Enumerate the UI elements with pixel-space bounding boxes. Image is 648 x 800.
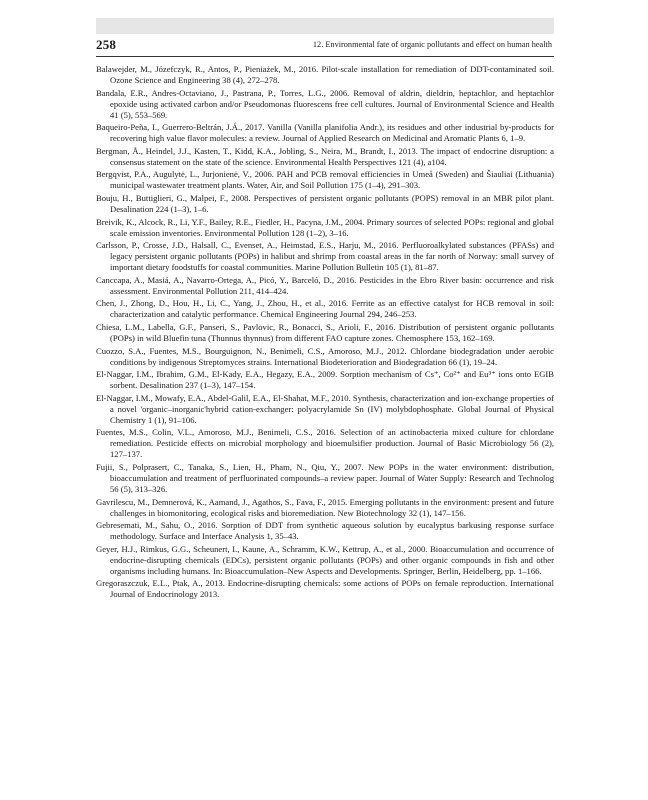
reference-entry: Carlsson, P., Crosse, J.D., Halsall, C., Evenset, A., Heimstad, E.S., Harju, M., 2016. Perfluoroalkylated substances (PFASs) and legacy persistent organic pollutants (POPs) in halibut and shrimp from coastal areas in the far north of Norway: small survey of important dietary foodstuffs for coastal communities. Marine Pollution Bulletin 105 (1), 81–87. [96,240,554,273]
reference-entry: Baqueiro-Peña, I., Guerrero-Beltrán, J.Á., 2017. Vanilla (Vanilla planifolia Andr.), its residues and other industrial by-products for recovering high value flavor molecules: a review. Journal of Applied Research on Medicinal and Aromatic Plants 6, 1–9. [96,122,554,144]
reference-entry: Chiesa, L.M., Labella, G.F., Panseri, S., Pavlovic, R., Bonacci, S., Arioli, F., 2016. Distribution of persistent organic pollutants (POPs) in wild Bluefin tuna (Thunnus thynnus) from different FAO capture zones. Chemosphere 153, 162–169. [96,321,554,343]
page-header [96,36,554,54]
reference-entry: Bergman, Å., Heindel, J.J., Kasten, T., Kidd, K.A., Jobling, S., Neira, M., Brandt, I., 2013. The impact of endocrine disruption: a consensus statement on the state of the science. Environmental Health Perspectives 121 (4), a104. [96,145,554,167]
reference-entry: Balawejder, M., Józefczyk, R., Antos, P., Pieniażek, M., 2016. Pilot-scale installation for remediation of DDT-contaminated soil. Ozone Science and Engineering 38 (4), 272–278. [96,64,554,85]
reference-entry: Fuentes, M.S., Colin, V.L., Amoroso, M.J., Benimeli, C.S., 2016. Selection of an actinobacteria mixed culture for chlordane remediation. Pesticide effects on microbial morphology and bioemulsifier production. Journal of Basic Microbiology 56 (2), 127–137. [96,427,554,460]
reference-entry: El-Naggar, I.M., Ibrahim, G.M., El-Kady, E.A., Hegazy, E.A., 2009. Sorption mechanism of Cs⁺, Co²⁺ and Eu³⁺ ions onto EGIB sorbent. Desalination 237 (1–3), 147–154. [96,369,554,391]
reference-entry: Gebresemati, M., Sahu, O., 2016. Sorption of DDT from synthetic aqueous solution by eucalyptus barkusing response surface methodology. Surface and Interface Analysis 1, 35–43. [96,520,554,542]
running-head: 12. Environmental fate of organic pollutants and effect on human health [312,40,552,49]
reference-entry: Fujii, S., Polprasert, C., Tanaka, S., Lien, H., Pham, N., Qiu, Y., 2007. New POPs in the water environment: distribution, bioaccumulation and treatment of perfluorinated compounds–a review paper. Journal of Water Supply: Research and Technolog 56 (5), 313–326. [96,461,554,494]
reference-entry: Gregoraszczuk, E.L., Ptak, A., 2013. Endocrine-disrupting chemicals: some actions of POPs on female reproduction. International Journal of Endocrinology 2013. [96,578,554,600]
reference-entry: Geyer, H.J., Rimkus, G.G., Scheunert, I., Kaune, A., Schramm, K.W., Kettrup, A., et al., 2000. Bioaccumulation and occurrence of endocrine-disrupting chemicals (EDCs), persistent organic pollutants (POPs) and other organic compounds in fish and other organisms including humans. In: Bioaccumulation–New Aspects and Developments. Springer, Berlin, Heidelberg, pp. 1–166. [96,543,554,576]
reference-entry: Gavrilescu, M., Demnerová, K., Aamand, J., Agathos, S., Fava, F., 2015. Emerging pollutants in the environment: present and future challenges in biomonitoring, ecological risks and bioremediation. New Biotechnology 32 (1), 147–156. [96,496,554,518]
reference-entry: Breivik, K., Alcock, R., Li, Y.F., Bailey, R.E., Fiedler, H., Pacyna, J.M., 2004. Primary sources of selected POPs: regional and global scale emission inventories. Environmental Pollution 128 (1–2), 3–16. [96,216,554,238]
reference-entry: Chen, J., Zhong, D., Hou, H., Li, C., Yang, J., Zhou, H., et al., 2016. Ferrite as an effective catalyst for HCB removal in soil: characterization and catalytic performance. Chemical Engineering Journal 294, 246–253. [96,298,554,320]
reference-entry: Bouju, H., Buttiglieri, G., Malpei, F., 2008. Perspectives of persistent organic pollutants (POPS) removal in an MBR pilot plant. Desalination 224 (1–3), 1–6. [96,192,554,214]
reference-entry: Cuozzo, S.A., Fuentes, M.S., Bourguignon, N., Benimeli, C.S., Amoroso, M.J., 2012. Chlordane biodegradation under aerobic conditions by indigenous Streptomyces strains. International Biodeterioration and Biodegradation 66 (1), 19–24. [96,345,554,367]
reference-entry: Bergqvist, P.A., Augulytė, L., Jurjonienė, V., 2006. PAH and PCB removal efficiencies in Umeå (Sweden) and Šiauliai (Lithuania) municipal wastewater treatment plants. Water, Air, and Soil Pollution 175 (1–4), 291–303. [96,169,554,191]
reference-list [96,64,554,602]
reference-entry: El-Naggar, I.M., Mowafy, E.A., Abdel-Galil, E.A., El-Shahat, M.F., 2010. Synthesis, characterization and ion-exchange properties of a novel 'organic–inorganic'hybrid cation-exchanger: polyacrylamide Sn (IV) molybdophosphate. Global Journal of Physical Chemistry 1 (1), 91–106. [96,392,554,425]
reference-entry: Canccapa, A., Masiá, A., Navarro-Ortega, A., Picó, Y., Barceló, D., 2016. Pesticides in the Ebro River basin: occurrence and risk assessment. Environmental Pollution 211, 414–424. [96,274,554,296]
header-bar [96,18,554,34]
page-number: 258 [96,37,117,52]
reference-entry: Bandala, E.R., Andres-Octaviano, J., Pastrana, P., Torres, L.G., 2006. Removal of aldrin, dieldrin, heptachlor, and heptachlor epoxide using activated carbon and/or Pseudomonas fluorescens free cell cultures. Journal of Environmental Science and Health 41 (5), 553–569. [96,87,554,120]
header-rule [96,56,554,57]
